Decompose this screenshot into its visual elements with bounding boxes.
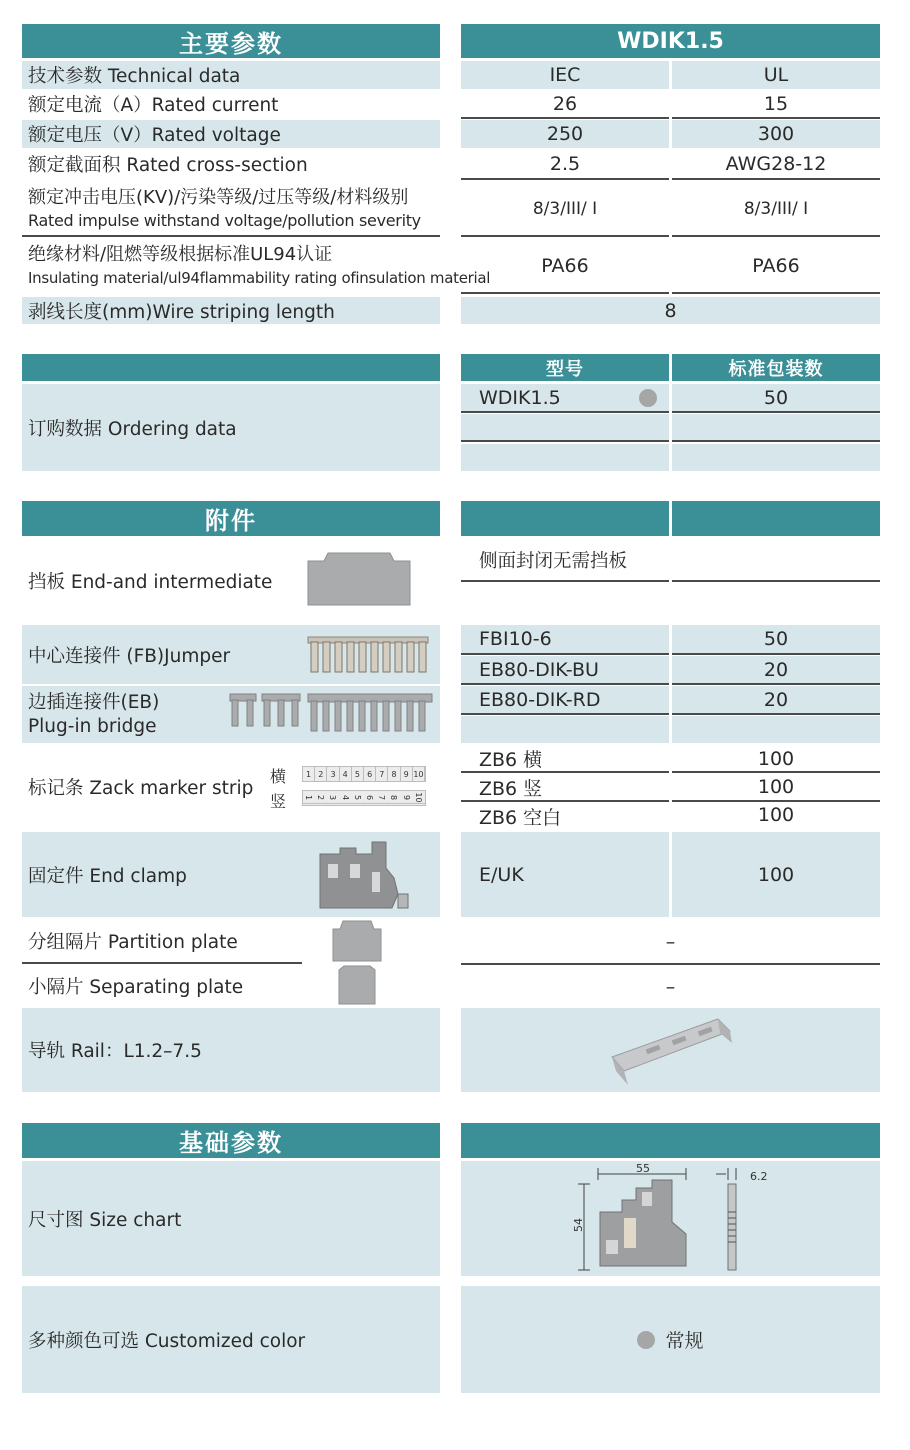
rated-impulse-label-en: Rated impulse withstand voltage/pollution severity xyxy=(28,210,421,230)
end-clamp-code: E/UK xyxy=(461,832,669,917)
plug-bridge-code-bu: EB80-DIK-BU xyxy=(461,656,669,685)
end-clamp-image xyxy=(316,838,412,912)
end-plate-image xyxy=(304,551,414,607)
marker-code-blank: ZB6 空白 xyxy=(479,806,562,829)
iec-column-header: IEC xyxy=(461,61,669,89)
wire-striping-value: 8 xyxy=(461,297,880,324)
separating-plate-image xyxy=(336,964,378,1006)
rated-current-iec: 26 xyxy=(461,90,669,119)
marker-cell: 8 xyxy=(388,792,402,804)
end-plate-note: 侧面封闭无需挡板 xyxy=(461,540,669,582)
marker-qty-h: 100 xyxy=(672,746,880,773)
accessories-header-bar xyxy=(672,501,880,536)
separating-plate-label: 小隔片 Separating plate xyxy=(28,977,244,998)
marker-cell: 5 xyxy=(351,792,365,804)
marker-cell: 7 xyxy=(376,767,388,781)
customized-color-cell xyxy=(461,1286,880,1393)
plug-bridge-label xyxy=(22,688,222,742)
ordering-data-label: 订购数据 Ordering data xyxy=(22,384,440,471)
jumper-qty: 50 xyxy=(672,625,880,655)
marker-cell: 6 xyxy=(363,792,377,804)
marker-qty-blank: 100 xyxy=(757,804,795,826)
rail-label: 导轨 Rail：L1.2–7.5 xyxy=(22,1008,440,1092)
marker-cell: 3 xyxy=(327,767,339,781)
marker-cell: 1 xyxy=(302,792,316,804)
pack-column-header: 标准包装数 xyxy=(672,354,880,381)
size-chart-drawing xyxy=(570,1162,780,1274)
marker-cell: 3 xyxy=(327,792,341,804)
wire-striping-label: 剥线长度(mm)Wire striping length xyxy=(22,297,440,324)
marker-strip-horizontal xyxy=(302,766,426,782)
marker-code-h: ZB6 横 xyxy=(461,746,669,773)
basic-header-bar xyxy=(461,1123,880,1158)
rail-image xyxy=(606,1013,736,1089)
grey-color-dot-icon xyxy=(637,1331,655,1349)
ordering-header-bar xyxy=(22,354,440,381)
marker-cell: 2 xyxy=(315,767,327,781)
plug-bridge-image xyxy=(228,690,434,736)
rated-voltage-ul: 300 xyxy=(672,120,880,148)
customized-color-label: 多种颜色可选 Customized color xyxy=(22,1286,440,1393)
rated-cross-section-label: 额定截面积 Rated cross-section xyxy=(28,155,308,176)
marker-code-v: ZB6 竖 xyxy=(461,774,669,802)
jumper-code: FBI10-6 xyxy=(461,625,669,655)
end-plate-label: 挡板 End-and intermediate xyxy=(28,572,273,593)
insulating-material-label-en: Insulating material/ul94flammability rating ofinsulation material xyxy=(28,269,491,287)
ordering-pack: 50 xyxy=(672,384,880,413)
size-chart-label: 尺寸图 Size chart xyxy=(22,1161,440,1276)
partition-plate-value: – xyxy=(461,920,880,965)
end-plate-empty xyxy=(672,540,880,582)
jumper-label: 中心连接件 (FB)Jumper xyxy=(22,625,440,684)
ul-column-header: UL xyxy=(672,61,880,89)
marker-cell: 2 xyxy=(314,792,328,804)
ordering-empty-cell xyxy=(672,414,880,442)
model-column-header: 型号 xyxy=(461,354,669,381)
marker-cell: 7 xyxy=(375,792,389,804)
separating-plate-value: – xyxy=(665,976,676,998)
marker-cell: 1 xyxy=(303,767,315,781)
marker-cell: 6 xyxy=(364,767,376,781)
jumper-image xyxy=(306,634,430,674)
main-params-header: 主要参数 xyxy=(22,24,440,58)
rated-cross-section-ul: AWG28-12 xyxy=(672,150,880,180)
ordering-model-cell xyxy=(461,384,669,413)
marker-cell: 9 xyxy=(400,792,414,804)
accessories-header: 附件 xyxy=(22,501,440,536)
insulating-material-label xyxy=(22,240,491,292)
rated-impulse-label xyxy=(22,182,440,237)
marker-cell: 4 xyxy=(340,767,352,781)
ordering-empty-cell xyxy=(461,444,669,471)
marker-qty-v: 100 xyxy=(672,774,880,802)
plug-bridge-label-cn: 边插连接件(EB) xyxy=(28,692,160,713)
rated-impulse-iec: 8/3/III/ I xyxy=(461,182,669,237)
size-thickness-text: 6.2 xyxy=(750,1170,768,1183)
marker-cell: 10 xyxy=(413,767,425,781)
plug-bridge-code-rd: EB80-DIK-RD xyxy=(461,686,669,715)
marker-strip-vertical xyxy=(302,790,426,806)
rated-cross-section-iec: 2.5 xyxy=(461,150,669,180)
color-option: 常规 xyxy=(665,1330,704,1352)
accessories-header-bar xyxy=(461,501,669,536)
ordering-empty-cell xyxy=(461,414,669,442)
end-clamp-label: 固定件 End clamp xyxy=(22,832,440,917)
insulating-material-label-cn: 绝缘材料/阻燃等级根据标准UL94认证 xyxy=(28,244,333,265)
rated-current-ul: 15 xyxy=(672,90,880,119)
rated-current-label: 额定电流（A）Rated current xyxy=(28,95,279,116)
plug-bridge-qty-rd: 20 xyxy=(672,686,880,715)
partition-plate-label: 分组隔片 Partition plate xyxy=(22,920,302,964)
marker-cell: 4 xyxy=(339,792,353,804)
marker-cell: 8 xyxy=(388,767,400,781)
technical-data-label: 技术参数 Technical data xyxy=(22,61,440,89)
plug-bridge-empty xyxy=(461,716,669,743)
size-width-text: 55 xyxy=(636,1162,650,1175)
rated-voltage-label: 额定电压（V）Rated voltage xyxy=(22,120,440,148)
partition-plate-image xyxy=(330,919,384,963)
plug-bridge-label-en: Plug-in bridge xyxy=(28,716,157,737)
rated-voltage-iec: 250 xyxy=(461,120,669,148)
marker-cell: 9 xyxy=(401,767,413,781)
end-clamp-qty: 100 xyxy=(672,832,880,917)
plug-bridge-empty xyxy=(672,716,880,743)
marker-vertical-label: 竖 xyxy=(270,792,287,811)
marker-strip-label: 标记条 Zack marker strip xyxy=(28,778,254,799)
product-header: WDIK1.5 xyxy=(461,24,880,58)
marker-horizontal-label: 横 xyxy=(270,767,287,786)
marker-cell: 5 xyxy=(352,767,364,781)
rated-impulse-ul: 8/3/III/ I xyxy=(672,182,880,237)
marker-cell: 10 xyxy=(412,792,426,804)
insulating-material-ul: PA66 xyxy=(672,240,880,294)
rated-impulse-label-cn: 额定冲击电压(KV)/污染等级/过压等级/材料级别 xyxy=(28,186,409,208)
ordering-empty-cell xyxy=(672,444,880,471)
basic-params-header: 基础参数 xyxy=(22,1123,440,1158)
grey-color-dot-icon xyxy=(639,389,657,407)
size-height-text: 54 xyxy=(572,1218,585,1232)
ordering-model: WDIK1.5 xyxy=(479,386,561,409)
plug-bridge-qty-bu: 20 xyxy=(672,656,880,685)
insulating-material-iec: PA66 xyxy=(461,240,669,294)
